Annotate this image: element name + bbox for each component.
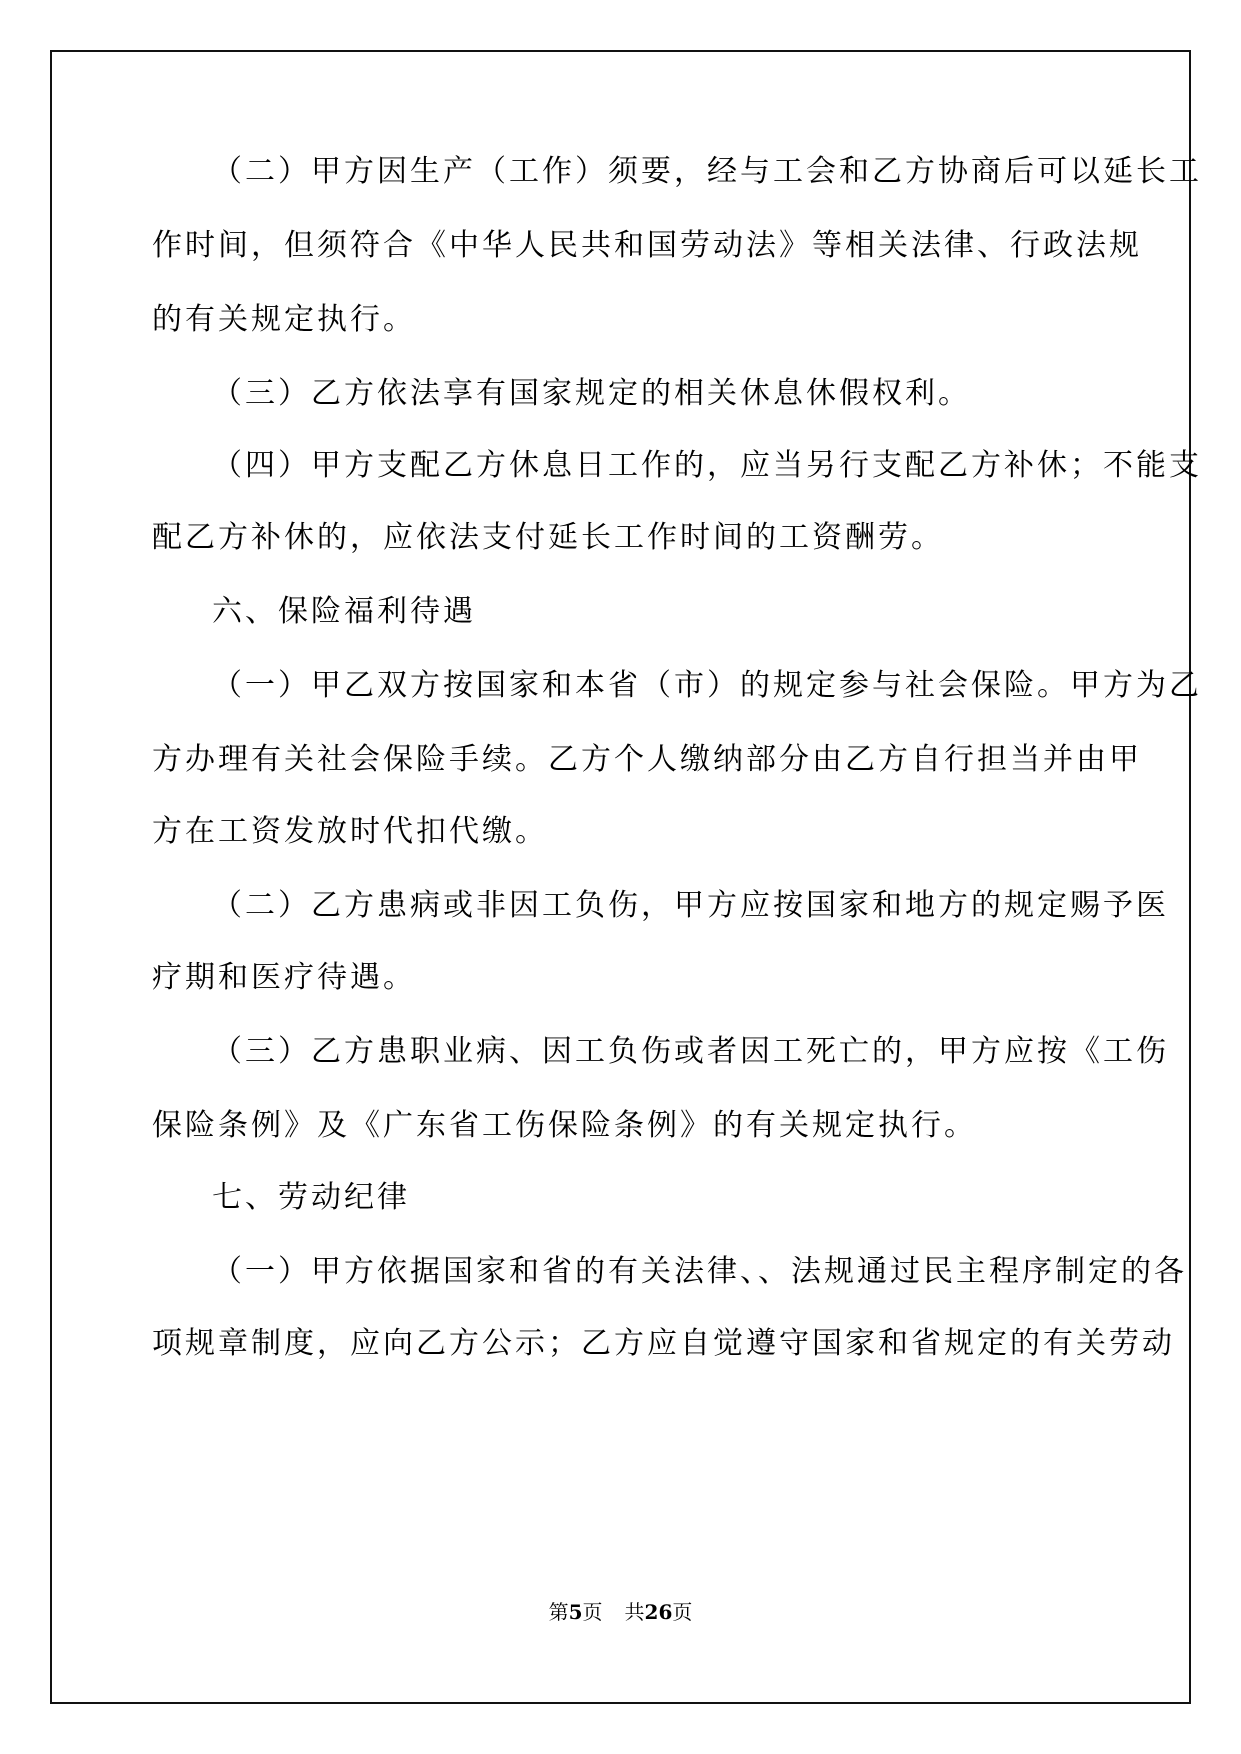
footer-total-suffix: 页 bbox=[672, 1600, 693, 1624]
footer-total-prefix: 共 bbox=[624, 1600, 645, 1624]
page-footer bbox=[0, 1600, 1241, 1624]
paragraph-line: 配乙方补休的，应依法支付延长工作时间的工资酬劳。 bbox=[152, 520, 944, 555]
paragraph-line: （一）甲方依据国家和省的有关法律、、法规通过民主程序制定的各 bbox=[212, 1254, 1187, 1289]
paragraph-line: （二）甲方因生产（工作）须要，经与工会和乙方协商后可以延长工 bbox=[212, 154, 1202, 189]
paragraph-line: 方在工资发放时代扣代缴。 bbox=[152, 814, 548, 849]
paragraph-line: （三）乙方依法享有国家规定的相关休息休假权利。 bbox=[212, 376, 971, 411]
page-border bbox=[50, 50, 1191, 1704]
paragraph-line: （四）甲方支配乙方休息日工作的，应当另行支配乙方补休；不能支 bbox=[212, 448, 1202, 483]
paragraph-line: （一）甲乙双方按国家和本省（市）的规定参与社会保险。甲方为乙 bbox=[212, 668, 1202, 703]
paragraph-line: 的有关规定执行。 bbox=[152, 302, 416, 337]
footer-page-number: 5 bbox=[568, 1600, 583, 1624]
paragraph-line: （二）乙方患病或非因工负伤，甲方应按国家和地方的规定赐予医 bbox=[212, 888, 1169, 923]
footer-page-suffix: 页 bbox=[582, 1600, 603, 1624]
paragraph-line: 方办理有关社会保险手续。乙方个人缴纳部分由乙方自行担当并由甲 bbox=[152, 742, 1142, 777]
footer-total-number: 26 bbox=[644, 1600, 673, 1624]
paragraph-line: 疗期和医疗待遇。 bbox=[152, 960, 416, 995]
section-heading: 六、保险福利待遇 bbox=[212, 594, 476, 629]
paragraph-line: （三）乙方患职业病、因工负伤或者因工死亡的，甲方应按《工伤 bbox=[212, 1034, 1169, 1069]
paragraph-line: 项规章制度，应向乙方公示；乙方应自觉遵守国家和省规定的有关劳动 bbox=[152, 1326, 1175, 1361]
paragraph-line: 作时间，但须符合《中华人民共和国劳动法》等相关法律、行政法规 bbox=[152, 228, 1142, 263]
footer-page-prefix: 第 bbox=[548, 1600, 569, 1624]
paragraph-line: 保险条例》及《广东省工伤保险条例》的有关规定执行。 bbox=[152, 1108, 977, 1143]
section-heading: 七、劳动纪律 bbox=[212, 1180, 410, 1215]
